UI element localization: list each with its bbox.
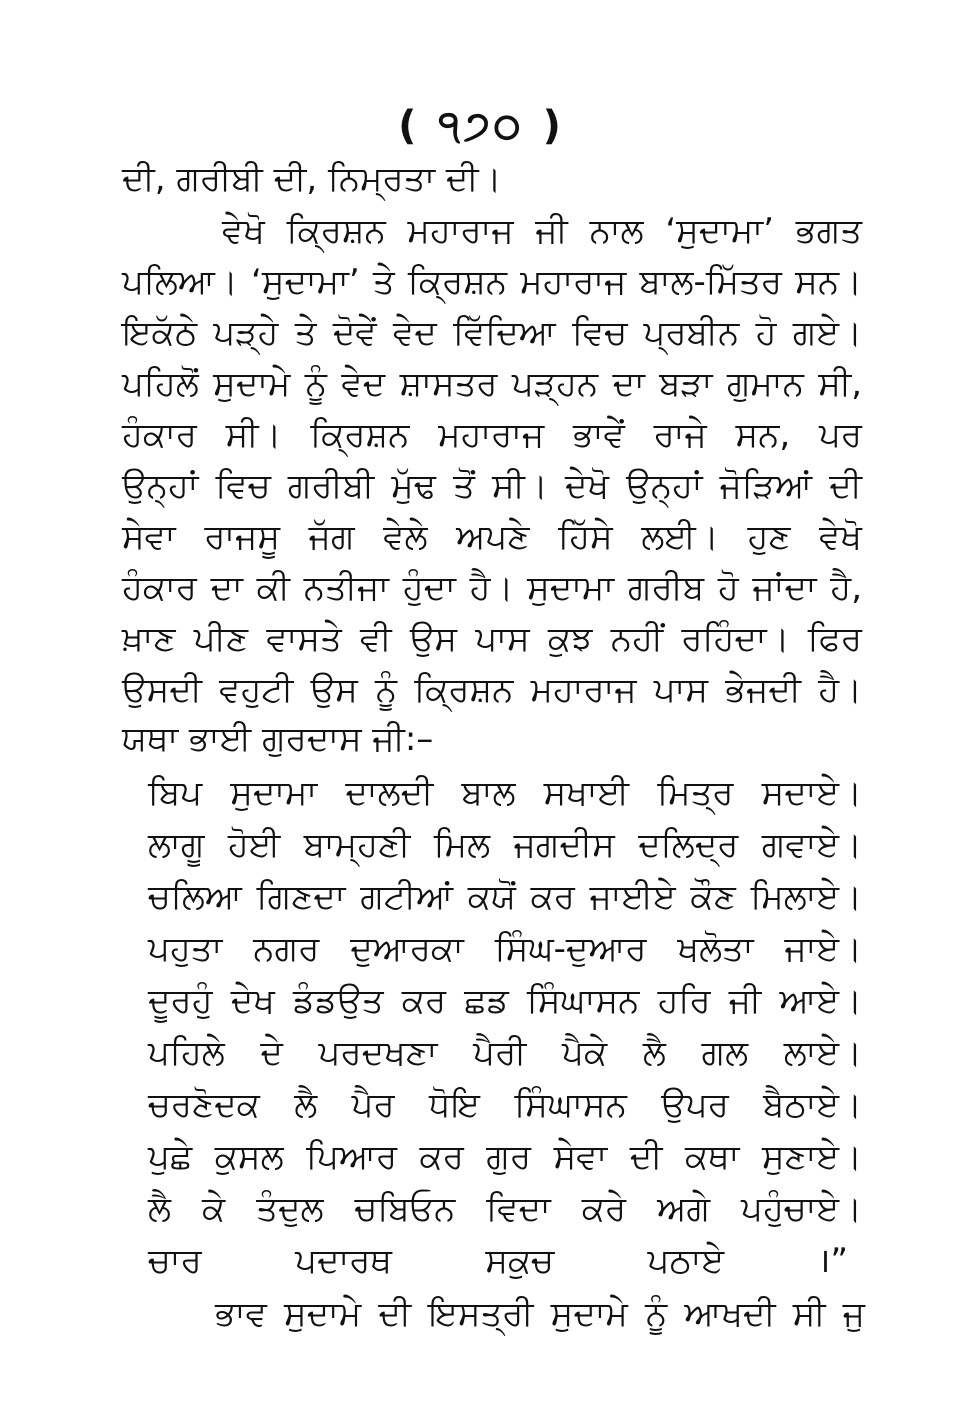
verse-line-10 (148, 1235, 848, 1287)
closing-line-1: ਭਾਵ ਸੁਦਾਮੇ ਦੀ ਇਸਤ੍ਰੀ ਸੁਦਾਮੇ ਨੂੰ ਆਖਦੀ ਸੀ ਜੁ (215, 1294, 865, 1334)
prose-line-3: ਪਲਿਆ। ‘ਸੁਦਾਮਾ’ ਤੇ ਕ੍ਰਿਸ਼ਨ ਮਹਾਰਾਜ ਬਾਲ-ਮਿੱਤਰ ਸਨ। (122, 262, 862, 302)
prose-line-1: ਦੀ, ਗਰੀਬੀ ਦੀ, ਨਿਮ੍ਰਤਾ ਦੀ। (122, 159, 502, 199)
verse-line-5: ਦੂਰਹੁੰ ਦੇਖ ਡੰਡਉਤ ਕਰ ਛਡ ਸਿੰਘਾਸਨ ਹਰਿ ਜੀ ਆਏ। (148, 981, 862, 1021)
prose-line-7: ਉਨ੍ਹਾਂ ਵਿਚ ਗਰੀਬੀ ਮੁੱਢ ਤੋਂ ਸੀ। ਦੇਖੋ ਉਨ੍ਹਾਂ ਜੋੜਿਆਂ ਦੀ (122, 466, 862, 506)
verse-line-7: ਚਰਣੋਦਕ ਲੈ ਪੈਰ ਧੋਇ ਸਿੰਘਾਸਨ ਉਪਰ ਬੈਠਾਏ। (148, 1085, 862, 1125)
verse-word: ਪਦਾਰਥ (295, 1241, 392, 1281)
quotation-heading: ਯਥਾ ਭਾਈ ਗੁਰਦਾਸ ਜੀ:– (122, 719, 434, 759)
verse-line-2: ਲਾਗੂ ਹੋਈ ਬਾਮ੍ਹਣੀ ਮਿਲ ਜਗਦੀਸ ਦਲਿਦ੍ਰ ਗਵਾਏ। (148, 825, 862, 865)
verse-line-9: ਲੈ ਕੇ ਤੰਦੁਲ ਚਬਿਓਨ ਵਿਦਾ ਕਰੇ ਅਗੇ ਪਹੁੰਚਾਏ। (148, 1189, 862, 1229)
prose-line-5: ਪਹਿਲੋਂ ਸੁਦਾਮੇ ਨੂੰ ਵੇਦ ਸ਼ਾਸਤਰ ਪੜ੍ਹਨ ਦਾ ਬੜਾ ਗੁਮਾਨ ਸੀ, (122, 364, 862, 404)
verse-line-3: ਚਲਿਆ ਗਿਣਦਾ ਗਟੀਆਂ ਕਯੋਂ ਕਰ ਜਾਈਏ ਕੌਣ ਮਿਲਾਏ। (148, 877, 862, 917)
verse-line-4: ਪਹੁਤਾ ਨਗਰ ਦੁਆਰਕਾ ਸਿੰਘ-ਦੁਆਰ ਖਲੋਤਾ ਜਾਏ। (148, 929, 862, 969)
prose-line-4: ਇਕੱਠੇ ਪੜ੍ਹੇ ਤੇ ਦੋਵੇਂ ਵੇਦ ਵਿੱਦਿਆ ਵਿਚ ਪ੍ਰਬੀਨ ਹੋ ਗਏ। (122, 313, 862, 353)
prose-line-9: ਹੰਕਾਰ ਦਾ ਕੀ ਨਤੀਜਾ ਹੁੰਦਾ ਹੈ। ਸੁਦਾਮਾ ਗਰੀਬ ਹੋ ਜਾਂਦਾ ਹੈ, (122, 568, 862, 608)
verse-closing-quote: ।” (817, 1241, 848, 1281)
verse-line-1: ਬਿਪ ਸੁਦਾਮਾ ਦਾਲਦੀ ਬਾਲ ਸਖਾਈ ਮਿਤ੍ਰ ਸਦਾਏ। (148, 773, 862, 813)
verse-line-6: ਪਹਿਲੇ ਦੇ ਪਰਦਖਣਾ ਪੈਰੀ ਪੈਕੇ ਲੈ ਗਲ ਲਾਏ। (148, 1033, 862, 1073)
prose-line-8: ਸੇਵਾ ਰਾਜਸੂ ਜੱਗ ਵੇਲੇ ਅਪਣੇ ਹਿੱਸੇ ਲਈ। ਹੁਣ ਵੇਖੋ (122, 517, 862, 557)
prose-line-10: ਖ਼ਾਣ ਪੀਣ ਵਾਸਤੇ ਵੀ ਉਸ ਪਾਸ ਕੁਝ ਨਹੀਂ ਰਹਿੰਦਾ। ਫਿਰ (122, 619, 862, 659)
verse-word: ਚਾਰ (148, 1241, 202, 1281)
verse-word: ਸਕੁਚ (485, 1241, 555, 1281)
prose-line-11: ਉਸਦੀ ਵਹੁਟੀ ਉਸ ਨੂੰ ਕ੍ਰਿਸ਼ਨ ਮਹਾਰਾਜ ਪਾਸ ਭੇਜਦੀ ਹੈ। (122, 670, 862, 710)
prose-line-6: ਹੰਕਾਰ ਸੀ। ਕ੍ਰਿਸ਼ਨ ਮਹਾਰਾਜ ਭਾਵੇਂ ਰਾਜੇ ਸਨ, ਪਰ (122, 415, 862, 455)
verse-line-8: ਪੁਛੇ ਕੁਸਲ ਪਿਆਰ ਕਰ ਗੁਰ ਸੇਵਾ ਦੀ ਕਥਾ ਸੁਣਾਏ। (148, 1137, 862, 1177)
page-number: ( ੧੭੦ ) (398, 103, 565, 149)
prose-line-2: ਵੇਖੋ ਕ੍ਰਿਸ਼ਨ ਮਹਾਰਾਜ ਜੀ ਨਾਲ ‘ਸੁਦਾਮਾ’ ਭਗਤ (222, 211, 862, 251)
verse-word: ਪਠਾਏ (647, 1241, 725, 1281)
